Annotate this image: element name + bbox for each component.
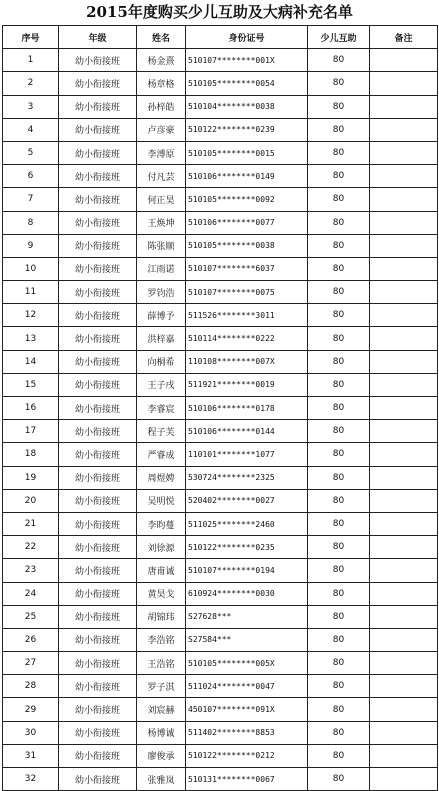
document-title: 2015年度购买少儿互助及大病补充名单 [86,3,353,21]
row-name: 王子戌 [137,373,186,396]
row-name: 杨金熹 [137,49,186,72]
row-mutual-aid: 80 [308,675,370,698]
row-index: 9 [3,234,59,257]
row-mutual-aid: 80 [308,721,370,744]
row-id-number: 511025********2460 [186,512,308,535]
header-remarks: 备注 [370,26,438,49]
table-row [3,628,438,651]
row-index: 4 [3,118,59,141]
row-mutual-aid: 80 [308,257,370,280]
table-row [3,559,438,582]
row-grade: 幼小衔接班 [59,512,137,535]
row-index: 10 [3,257,59,280]
row-index: 22 [3,536,59,559]
row-mutual-aid: 80 [308,698,370,721]
row-index: 24 [3,582,59,605]
row-grade: 幼小衔接班 [59,234,137,257]
row-id-number: 110108********007X [186,350,308,373]
row-name: 薛博予 [137,304,186,327]
row-remarks [370,559,438,582]
row-id-number: 511024********0047 [186,675,308,698]
row-index: 16 [3,397,59,420]
row-grade: 幼小衔接班 [59,652,137,675]
row-grade: 幼小衔接班 [59,675,137,698]
row-name: 周煜娉 [137,466,186,489]
row-index: 14 [3,350,59,373]
row-mutual-aid: 80 [308,281,370,304]
row-remarks [370,744,438,767]
table-row [3,605,438,628]
row-id-number: 510107********0194 [186,559,308,582]
row-id-number: 510105********0038 [186,234,308,257]
table-row [3,49,438,72]
row-mutual-aid: 80 [308,327,370,350]
row-index: 17 [3,420,59,443]
row-index: 29 [3,698,59,721]
row-remarks [370,675,438,698]
row-mutual-aid: 80 [308,536,370,559]
table-row [3,420,438,443]
row-name: 罗钧浩 [137,281,186,304]
row-remarks [370,721,438,744]
table-row [3,489,438,512]
row-id-number: 510107********0075 [186,281,308,304]
row-remarks [370,49,438,72]
row-remarks [370,350,438,373]
row-mutual-aid: 80 [308,350,370,373]
row-index: 7 [3,188,59,211]
table-row [3,304,438,327]
row-name: 江雨诺 [137,257,186,280]
row-grade: 幼小衔接班 [59,141,137,164]
row-mutual-aid: 80 [308,373,370,396]
row-index: 15 [3,373,59,396]
row-remarks [370,768,438,791]
row-grade: 幼小衔接班 [59,397,137,420]
table-header-row [3,26,438,49]
row-index: 32 [3,768,59,791]
row-name: 杨章格 [137,72,186,95]
row-remarks [370,72,438,95]
row-remarks [370,628,438,651]
row-mutual-aid: 80 [308,397,370,420]
row-id-number: 610924********0030 [186,582,308,605]
row-mutual-aid: 80 [308,304,370,327]
row-name: 刘宸赫 [137,698,186,721]
row-mutual-aid: 80 [308,165,370,188]
row-grade: 幼小衔接班 [59,605,137,628]
row-name: 付凡芸 [137,165,186,188]
row-id-number: 510105********005X [186,652,308,675]
row-index: 1 [3,49,59,72]
row-remarks [370,257,438,280]
row-name: 孙梓皓 [137,95,186,118]
row-id-number: 450107********091X [186,698,308,721]
row-name: 李睿宸 [137,397,186,420]
row-mutual-aid: 80 [308,118,370,141]
row-id-number: 510107********001X [186,49,308,72]
row-name: 唐甫诚 [137,559,186,582]
table-row [3,118,438,141]
row-id-number: 510114********0222 [186,327,308,350]
table-row [3,211,438,234]
table-row [3,281,438,304]
table-row [3,234,438,257]
header-id-number: 身份证号 [186,26,308,49]
table-row [3,675,438,698]
row-id-number: 511526********3011 [186,304,308,327]
row-name: 李溥原 [137,141,186,164]
row-mutual-aid: 80 [308,420,370,443]
row-remarks [370,141,438,164]
row-id-number: 110101********1077 [186,443,308,466]
row-remarks [370,281,438,304]
row-grade: 幼小衔接班 [59,536,137,559]
table-row [3,350,438,373]
row-index: 2 [3,72,59,95]
table-row [3,698,438,721]
row-name: 杨博诚 [137,721,186,744]
row-mutual-aid: 80 [308,141,370,164]
row-grade: 幼小衔接班 [59,304,137,327]
row-id-number: 511402********8853 [186,721,308,744]
row-name: 卢彦豪 [137,118,186,141]
row-name: 王浩铭 [137,652,186,675]
row-grade: 幼小衔接班 [59,373,137,396]
row-grade: 幼小衔接班 [59,257,137,280]
row-grade: 幼小衔接班 [59,698,137,721]
row-index: 26 [3,628,59,651]
row-mutual-aid: 80 [308,466,370,489]
row-index: 3 [3,95,59,118]
row-remarks [370,327,438,350]
row-id-number: 510106********0178 [186,397,308,420]
row-id-number: S27628*** [186,605,308,628]
table-row [3,582,438,605]
row-index: 20 [3,489,59,512]
row-grade: 幼小衔接班 [59,72,137,95]
table-row [3,397,438,420]
row-grade: 幼小衔接班 [59,489,137,512]
row-id-number: S27584*** [186,628,308,651]
row-grade: 幼小衔接班 [59,443,137,466]
row-name: 黄昊戈 [137,582,186,605]
row-remarks [370,95,438,118]
row-grade: 幼小衔接班 [59,559,137,582]
row-name: 陈张顺 [137,234,186,257]
row-name: 罗子淇 [137,675,186,698]
row-id-number: 510105********0092 [186,188,308,211]
row-id-number: 510131********0067 [186,768,308,791]
table-row [3,721,438,744]
row-mutual-aid: 80 [308,95,370,118]
row-mutual-aid: 80 [308,512,370,535]
row-index: 18 [3,443,59,466]
row-name: 向桐希 [137,350,186,373]
row-name: 吴明悦 [137,489,186,512]
row-name: 李昀蔓 [137,512,186,535]
row-id-number: 511921********0019 [186,373,308,396]
row-index: 27 [3,652,59,675]
row-mutual-aid: 80 [308,628,370,651]
row-mutual-aid: 80 [308,744,370,767]
row-name: 王焕坤 [137,211,186,234]
row-remarks [370,512,438,535]
row-id-number: 510122********0235 [186,536,308,559]
row-grade: 幼小衔接班 [59,49,137,72]
row-id-number: 510107********6037 [186,257,308,280]
row-grade: 幼小衔接班 [59,211,137,234]
row-mutual-aid: 80 [308,72,370,95]
row-grade: 幼小衔接班 [59,420,137,443]
row-grade: 幼小衔接班 [59,721,137,744]
row-grade: 幼小衔接班 [59,95,137,118]
row-index: 28 [3,675,59,698]
row-index: 5 [3,141,59,164]
row-index: 25 [3,605,59,628]
row-remarks [370,165,438,188]
row-index: 21 [3,512,59,535]
row-grade: 幼小衔接班 [59,350,137,373]
row-name: 程子芙 [137,420,186,443]
row-grade: 幼小衔接班 [59,466,137,489]
row-remarks [370,605,438,628]
row-id-number: 530724********2325 [186,466,308,489]
row-id-number: 510122********0239 [186,118,308,141]
row-index: 30 [3,721,59,744]
table-row [3,95,438,118]
row-index: 6 [3,165,59,188]
header-mutual-aid: 少儿互助 [308,26,370,49]
row-name: 何正昊 [137,188,186,211]
row-name: 李浩铭 [137,628,186,651]
row-remarks [370,397,438,420]
row-grade: 幼小衔接班 [59,118,137,141]
row-mutual-aid: 80 [308,443,370,466]
row-id-number: 510106********0077 [186,211,308,234]
table-row [3,744,438,767]
row-id-number: 510106********0149 [186,165,308,188]
row-grade: 幼小衔接班 [59,281,137,304]
row-id-number: 510104********0038 [186,95,308,118]
row-mutual-aid: 80 [308,489,370,512]
table-row [3,652,438,675]
header-index: 序号 [3,26,59,49]
row-grade: 幼小衔接班 [59,744,137,767]
row-remarks [370,652,438,675]
row-name: 胡锦玮 [137,605,186,628]
table-row [3,188,438,211]
row-remarks [370,489,438,512]
row-index: 31 [3,744,59,767]
row-mutual-aid: 80 [308,582,370,605]
row-remarks [370,118,438,141]
table-row [3,327,438,350]
table-row [3,466,438,489]
row-mutual-aid: 80 [308,559,370,582]
table-row [3,768,438,791]
row-name: 严睿成 [137,443,186,466]
row-remarks [370,188,438,211]
row-mutual-aid: 80 [308,768,370,791]
row-remarks [370,536,438,559]
table-row [3,512,438,535]
row-remarks [370,420,438,443]
row-id-number: 510122********0212 [186,744,308,767]
row-index: 23 [3,559,59,582]
table-row [3,536,438,559]
header-grade: 年级 [59,26,137,49]
row-remarks [370,582,438,605]
row-index: 12 [3,304,59,327]
header-name: 姓名 [137,26,186,49]
row-name: 刘徐源 [137,536,186,559]
table-row [3,443,438,466]
row-mutual-aid: 80 [308,49,370,72]
row-grade: 幼小衔接班 [59,628,137,651]
row-mutual-aid: 80 [308,652,370,675]
row-remarks [370,373,438,396]
table-row [3,257,438,280]
row-mutual-aid: 80 [308,211,370,234]
row-remarks [370,443,438,466]
row-id-number: 520402********0027 [186,489,308,512]
row-index: 19 [3,466,59,489]
row-id-number: 510105********0054 [186,72,308,95]
row-remarks [370,211,438,234]
table-row [3,72,438,95]
row-index: 13 [3,327,59,350]
row-mutual-aid: 80 [308,188,370,211]
row-name: 洪梓嘉 [137,327,186,350]
row-grade: 幼小衔接班 [59,327,137,350]
row-remarks [370,234,438,257]
table-row [3,141,438,164]
row-grade: 幼小衔接班 [59,165,137,188]
row-name: 张雅岚 [137,768,186,791]
row-remarks [370,466,438,489]
row-remarks [370,304,438,327]
table-row [3,373,438,396]
row-grade: 幼小衔接班 [59,582,137,605]
row-grade: 幼小衔接班 [59,768,137,791]
row-remarks [370,698,438,721]
row-index: 8 [3,211,59,234]
row-mutual-aid: 80 [308,234,370,257]
name-list-table [2,25,438,791]
row-index: 11 [3,281,59,304]
row-mutual-aid: 80 [308,605,370,628]
table-row [3,165,438,188]
row-id-number: 510106********0144 [186,420,308,443]
row-grade: 幼小衔接班 [59,188,137,211]
row-name: 廖俊承 [137,744,186,767]
row-id-number: 510105********0015 [186,141,308,164]
